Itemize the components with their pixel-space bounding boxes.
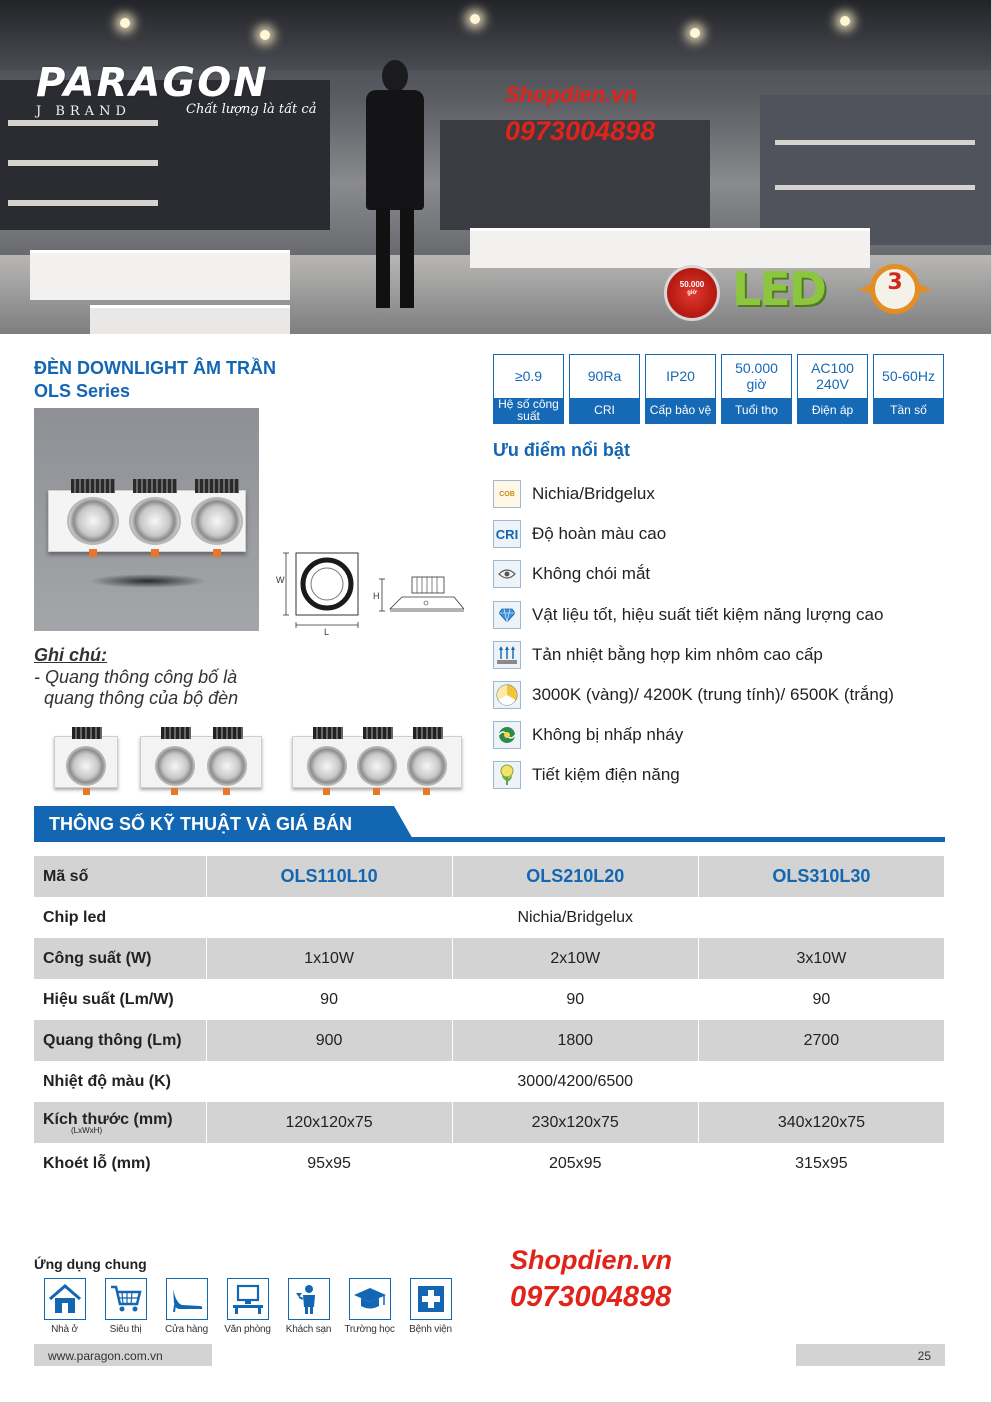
advantage-item [493, 595, 945, 635]
shelf-board [8, 160, 158, 166]
advantage-text: Độ hoàn màu cao [532, 524, 667, 544]
row-label: Chip led [34, 897, 206, 938]
spec-label: Tuổi thọ [722, 398, 791, 423]
lifetime-badge-unit: giờ [687, 290, 697, 296]
spec-label: CRI [570, 398, 639, 423]
watermark-site: Shopdien.vn [505, 82, 637, 107]
display-table [90, 305, 290, 334]
table-row [34, 979, 945, 1020]
ceiling-light [260, 30, 270, 40]
table-header-label: Mã số [34, 856, 206, 897]
applications-title: Ứng dụng chung [34, 1256, 147, 1272]
spec-value: 90Ra [587, 368, 622, 385]
hotel-staff-icon [288, 1278, 330, 1320]
shopping-cart-icon [105, 1278, 147, 1320]
model-code: OLS310L30 [698, 856, 944, 897]
row-label: Công suất (W) [34, 938, 206, 979]
high-heel-icon [166, 1278, 208, 1320]
advantage-text: Vật liệu tốt, hiệu suất tiết kiệm năng lượng cao [532, 604, 884, 624]
cell-value: 120x120x75 [206, 1102, 452, 1143]
hero-banner [0, 0, 992, 334]
display-wall [760, 95, 992, 245]
cell-value: 95x95 [206, 1143, 452, 1184]
product-title [34, 357, 276, 403]
spec-table [34, 856, 945, 1184]
cell-value: 230x120x75 [452, 1102, 698, 1143]
ceiling-light [840, 16, 850, 26]
spec-box-voltage [797, 354, 868, 424]
advantages-title: Ưu điểm nổi bật [493, 440, 630, 460]
logo-wordmark: PARAGON [36, 60, 269, 106]
cell-value: 3x10W [698, 938, 944, 979]
product-variants [50, 718, 462, 798]
footer-url[interactable]: www.paragon.com.vn [34, 1344, 212, 1366]
advantage-text: Nichia/Bridgelux [532, 484, 655, 504]
spec-section-header [34, 806, 945, 841]
page-number: 25 [796, 1344, 945, 1366]
cell-value: 2x10W [452, 938, 698, 979]
lifetime-badge [664, 265, 720, 321]
section-title: THÔNG SỐ KỸ THUẬT VÀ GIÁ BÁN [49, 814, 353, 834]
advantage-item [493, 675, 945, 715]
spec-box-frequency [873, 354, 944, 424]
row-label: Quang thông (Lm) [34, 1020, 206, 1061]
graduation-cap-icon [349, 1278, 391, 1320]
eye-icon [493, 560, 521, 588]
watermark-phone: 0973004898 [505, 116, 656, 146]
table-row [34, 1061, 945, 1102]
product-title-line1: ĐÈN DOWNLIGHT ÂM TRẦN [34, 358, 276, 378]
spec-label: Tần số [874, 398, 943, 423]
row-label: Khoét lỗ (mm) [34, 1143, 206, 1184]
logo-brand: J BRAND [36, 104, 131, 119]
table-header-row [34, 856, 945, 897]
note-title: Ghi chú: [34, 645, 107, 665]
section-tab-notch [394, 806, 414, 841]
applications-list [34, 1278, 461, 1335]
advantage-item [493, 514, 945, 554]
row-label: Hiệu suất (Lm/W) [34, 979, 206, 1020]
product-series: OLS Series [34, 381, 131, 401]
spec-box-cri [569, 354, 640, 424]
warranty-years: 3 [887, 270, 903, 295]
application-label: Cửa hàng [165, 1324, 208, 1335]
shelf-board [775, 140, 975, 145]
spec-box-ip [645, 354, 716, 424]
advantage-text: 3000K (vàng)/ 4200K (trung tính)/ 6500K (trắng) [532, 685, 894, 705]
application-label: Trường học [344, 1324, 395, 1335]
advantage-text: Tiết kiệm điện năng [532, 765, 680, 785]
advantage-item [493, 635, 945, 675]
home-icon [44, 1278, 86, 1320]
table-row [34, 938, 945, 979]
row-label [34, 1102, 206, 1143]
table-row [34, 1102, 945, 1143]
led-badge: LED [732, 262, 825, 316]
advantage-text: Tản nhiệt bằng hợp kim nhôm cao cấp [532, 644, 823, 664]
spec-box-lifetime [721, 354, 792, 424]
advantage-text: Không chói mắt [532, 564, 651, 584]
advantage-text: Không bị nhấp nháy [532, 725, 684, 745]
spec-value: IP20 [666, 368, 695, 385]
model-code: OLS110L10 [206, 856, 452, 897]
cell-value: 2700 [698, 1020, 944, 1061]
advantage-item [493, 474, 945, 514]
variant-1-lamp [54, 736, 118, 788]
cell-value: 340x120x75 [698, 1102, 944, 1143]
dimension-h-label: H [373, 591, 380, 601]
hospital-cross-icon [410, 1278, 452, 1320]
application-label: Văn phòng [224, 1324, 271, 1335]
cell-value: 315x95 [698, 1143, 944, 1184]
dimension-drawing [272, 545, 464, 635]
application-item [400, 1278, 461, 1335]
application-label: Bệnh viện [409, 1324, 452, 1335]
spec-value: 50.000 giờ [735, 360, 778, 393]
downlight-plate [48, 490, 246, 552]
energy-saving-icon [493, 761, 521, 789]
color-temperature-icon [493, 681, 521, 709]
shelf-board [775, 185, 975, 190]
row-label-sub: (LxWxH) [71, 1125, 103, 1135]
table-row [34, 1143, 945, 1184]
cell-value: 90 [698, 979, 944, 1020]
advantage-item [493, 715, 945, 755]
spec-label: Điện áp [798, 398, 867, 423]
application-label: Siêu thị [109, 1324, 142, 1335]
shelf-board [8, 120, 158, 126]
mannequin [360, 60, 430, 310]
logo-slogan: Chất lượng là tất cả [186, 102, 317, 117]
row-label: Nhiệt độ màu (K) [34, 1061, 206, 1102]
dimension-l-label: L [324, 627, 330, 635]
cri-icon: CRI [493, 520, 521, 548]
table-row [34, 897, 945, 938]
cob-chip-icon: COB [493, 480, 521, 508]
watermark-site-bottom: Shopdien.vn [510, 1245, 672, 1275]
paragon-logo [36, 60, 317, 119]
note-line2: quang thông của bộ đèn [44, 688, 239, 708]
variant-3-lamp [292, 736, 462, 788]
diamond-icon [493, 601, 521, 629]
spec-label: Cấp bảo vệ [646, 398, 715, 423]
row-merged-value: Nichia/Bridgelux [206, 897, 945, 938]
application-label: Nhà ở [51, 1324, 78, 1335]
spec-boxes [493, 354, 945, 424]
no-flicker-icon [493, 721, 521, 749]
cell-value: 205x95 [452, 1143, 698, 1184]
spec-value: 50-60Hz [882, 368, 935, 385]
cell-value: 90 [452, 979, 698, 1020]
shelf-board [8, 200, 158, 206]
note-body [34, 667, 238, 709]
advantage-item [493, 554, 945, 594]
application-item [34, 1278, 95, 1335]
table-row [34, 1020, 945, 1061]
application-label: Khách sạn [285, 1324, 332, 1335]
note-line1: - Quang thông công bố là [34, 667, 238, 687]
ceiling-light [120, 18, 130, 28]
office-desk-icon [227, 1278, 269, 1320]
spec-box-power-factor [493, 354, 564, 424]
warranty-badge [858, 262, 932, 320]
spec-value: AC100 240V [811, 360, 854, 393]
advantages-list [493, 474, 945, 796]
application-item [339, 1278, 400, 1335]
cell-value: 900 [206, 1020, 452, 1061]
cell-value: 90 [206, 979, 452, 1020]
application-item [95, 1278, 156, 1335]
dimension-w-label: W [276, 575, 285, 585]
spec-label: Hệ số công suất [494, 398, 563, 423]
watermark-phone-bottom: 0973004898 [510, 1281, 672, 1313]
product-photo [34, 408, 259, 631]
ceiling-light [690, 28, 700, 38]
model-code: OLS210L20 [452, 856, 698, 897]
row-merged-value: 3000/4200/6500 [206, 1061, 945, 1102]
display-table [30, 250, 290, 300]
ceiling-light [470, 14, 480, 24]
cell-value: 1800 [452, 1020, 698, 1061]
spec-value: ≥0.9 [514, 368, 543, 385]
advantage-item [493, 755, 945, 795]
cell-value: 1x10W [206, 938, 452, 979]
lifetime-badge-hours: 50.000 [679, 280, 705, 289]
application-item [217, 1278, 278, 1335]
heat-sink-icon [493, 641, 521, 669]
application-item [278, 1278, 339, 1335]
row-label-text: Kích thước (mm) [43, 1110, 173, 1128]
variant-2-lamp [140, 736, 262, 788]
application-item [156, 1278, 217, 1335]
